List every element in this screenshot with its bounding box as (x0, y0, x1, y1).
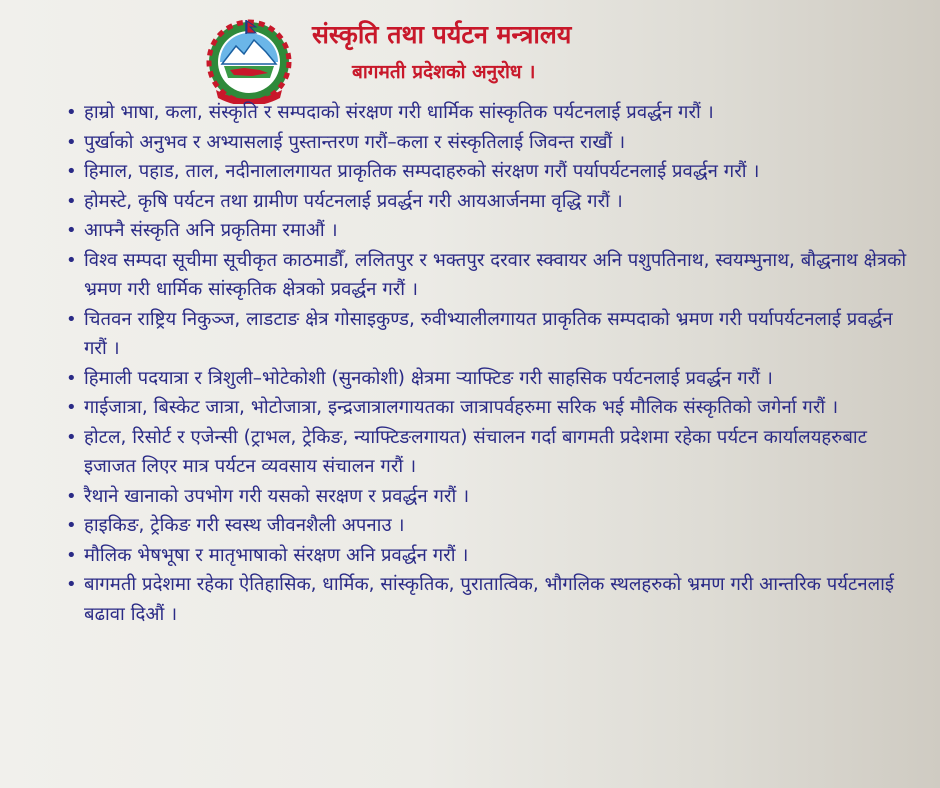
list-item (58, 187, 908, 217)
province-subtitle: बागमती प्रदेशको अनुरोध । (352, 61, 536, 83)
list-item-text: मौलिक भेषभूषा र मातृभाषाको संरक्षण अनि प्रवर्द्धन गरौं । (84, 544, 469, 566)
list-item (58, 364, 908, 394)
list-item (58, 157, 908, 187)
bullet-icon: • (66, 131, 77, 153)
header (0, 0, 940, 98)
bullet-icon: • (66, 249, 77, 271)
bullet-icon: • (66, 190, 77, 212)
list-item (58, 511, 908, 541)
list-item-text: हिमाली पदयात्रा र त्रिशुली–भोटेकोशी (सुनकोशी) क्षेत्रमा र्‍याफ्टिङ गरी साहसिक पर्यटनलाई प्रवर्द्धन गरौं । (84, 367, 773, 389)
list-item-text: होमस्टे, कृषि पर्यटन तथा ग्रामीण पर्यटनलाई प्रवर्द्धन गरी आयआर्जनमा वृद्धि गरौं । (84, 190, 623, 212)
bullet-icon: • (66, 102, 77, 123)
bullet-icon: • (66, 220, 77, 241)
list-item-text: चितवन राष्ट्रिय निकुञ्ज, लाडटाङ क्षेत्र गोसाइकुण्ड, रुवीभ्यालीलगायत प्राकृतिक सम्पदाको भ्रमण गरी पर्यापर्यटनलाई प्रवर्द्धन गरौं । (84, 308, 893, 359)
list-item-text: हाइकिङ, ट्रेकिङ गरी स्वस्थ जीवनशैली अपनाउ । (84, 515, 405, 536)
list-item (58, 482, 908, 512)
bullet-icon: • (66, 367, 77, 389)
bullet-icon: • (66, 485, 77, 507)
list-item (58, 541, 908, 571)
list-item (58, 305, 908, 364)
bullet-icon: • (66, 426, 77, 448)
bullet-icon: • (66, 515, 77, 536)
list-item (58, 98, 908, 128)
list-item (58, 570, 908, 629)
list-item (58, 246, 908, 305)
list-item (58, 128, 908, 158)
bullet-icon: • (66, 397, 77, 418)
list-item-text: गाईजात्रा, बिस्केट जात्रा, भोटोजात्रा, इन्द्रजात्रालगायतका जात्रापर्वहरुमा सरिक भई मौलिक संस्कृतिको जगेर्ना गरौं । (84, 397, 839, 418)
ministry-title: संस्कृति तथा पर्यटन मन्त्रालय (312, 20, 572, 49)
bullet-icon: • (66, 161, 77, 182)
list-item-text: हाम्रो भाषा, कला, संस्कृति र सम्पदाको संरक्षण गरी धार्मिक सांस्कृतिक पर्यटनलाई प्रवर्द्धन गरौं । (84, 102, 714, 123)
list-item-text: आफ्नै संस्कृति अनि प्रकृतिमा रमाऔं । (84, 220, 338, 241)
list-item (58, 393, 908, 423)
bullet-icon: • (66, 308, 77, 330)
appeal-list (58, 98, 908, 629)
list-item-text: हिमाल, पहाड, ताल, नदीनालालगायत प्राकृतिक सम्पदाहरुको संरक्षण गरौं पर्यापर्यटनलाई प्रवर्द्धन गरौं । (84, 161, 760, 182)
list-item-text: पुर्खाको अनुभव र अभ्यासलाई पुस्तान्तरण गरौं–कला र संस्कृतिलाई जिवन्त राखौं । (84, 131, 626, 153)
bullet-icon: • (66, 544, 77, 566)
list-item (58, 216, 908, 246)
nepal-emblem-icon (200, 18, 298, 104)
list-item-text: बागमती प्रदेशमा रहेका ऐतिहासिक, धार्मिक, सांस्कृतिक, पुरातात्विक, भौगलिक स्थलहरुको भ्रमण गरी आन्तरिक पर्यटनलाई बढावा दिऔं । (84, 574, 895, 625)
list-item-text: रैथाने खानाको उपभोग गरी यसको सरक्षण र प्रवर्द्धन गरौं । (84, 485, 470, 507)
list-item (58, 423, 908, 482)
bullet-icon: • (66, 574, 77, 595)
list-item-text: विश्व सम्पदा सूचीमा सूचीकृत काठमाडौँ, ललितपुर र भक्तपुर दरवार स्क्वायर अनि पशुपतिनाथ, स्वयम्भुनाथ, बौद्धनाथ क्षेत्रको भ्रमण गरी धार्मिक सांस्कृतिक क्षेत्रको प्रवर्द्धन गरौं । (84, 249, 907, 300)
list-item-text: होटल, रिसोर्ट र एजेन्सी (ट्राभल, ट्रेकिङ, न्याफ्टिङलगायत) संचालन गर्दा बागमती प्रदेशमा रहेका पर्यटन कार्यालयहरुबाट इजाजत लिएर मात्र पर्यटन व्यवसाय संचालन गरौं । (84, 426, 868, 477)
